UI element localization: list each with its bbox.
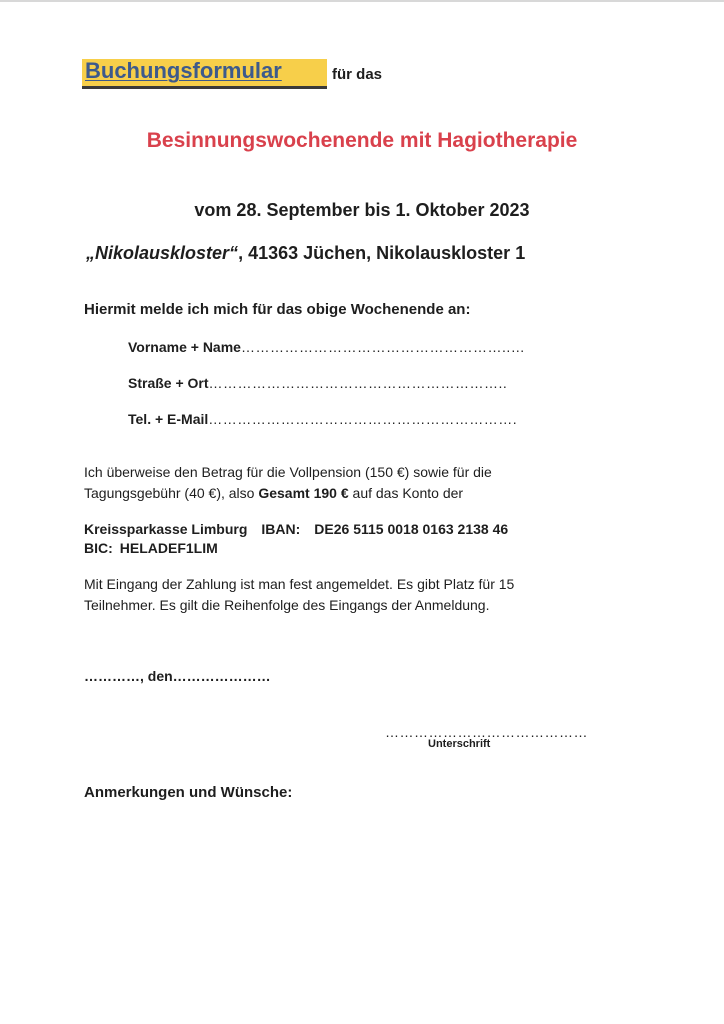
place-date-line[interactable]: …………, den………………… [84,668,271,684]
event-address: , 41363 Jüchen, Nikolauskloster 1 [238,243,526,263]
contact-field-label: Tel. + E-Mail [128,411,209,427]
event-venue: „Nikolauskloster“ [86,243,239,263]
address-field-label: Straße + Ort [128,375,209,391]
payment-text [84,462,492,504]
payment-line-1: Ich überweise den Betrag für die Vollpension (150 €) sowie für die [84,464,492,480]
form-title: Buchungsformular [85,58,282,83]
bank-details [84,520,508,558]
registration-intro: Hiermit melde ich mich für das obige Wochenende an: [84,301,471,318]
registration-info [84,574,514,616]
contact-field[interactable] [128,411,517,427]
bic-line [84,539,508,558]
iban-value: DE26 5115 0018 0163 2138 46 [314,521,509,537]
payment-total: Gesamt 190 € [258,485,349,501]
signature-label: Unterschrift [428,738,491,750]
iban-label: IBAN: [261,521,301,537]
bank-line [84,520,508,539]
contact-field-line[interactable]: ………………………………………………………. [208,411,518,427]
address-field-line[interactable]: …………………………………………………….. [208,375,508,391]
info-line-2: Teilnehmer. Es gilt die Reihenfolge des Eingangs der Anmeldung. [84,597,490,613]
signature-line[interactable]: …………………………………… [385,724,588,740]
event-location [86,243,525,264]
name-field[interactable] [128,339,525,355]
event-dates: vom 28. September bis 1. Oktober 2023 [194,200,530,220]
bic-value: HELADEF1LIM [119,540,218,556]
name-field-line[interactable]: ………………………………………………..… [240,339,526,355]
remarks-heading: Anmerkungen und Wünsche: [84,784,293,801]
event-name: Besinnungswochenende mit Hagiotherapie [146,129,578,152]
bank-name: Kreissparkasse Limburg [84,521,248,537]
address-field[interactable] [128,375,507,391]
form-title-suffix: für das [332,66,383,83]
info-line-1: Mit Eingang der Zahlung ist man fest angemeldet. Es gibt Platz für 15 [84,576,515,592]
bic-label: BIC: [84,540,113,556]
top-border [0,0,724,2]
payment-line-2: Tagungsgebühr (40 €), also Gesamt 190 € auf das Konto der [84,485,464,501]
name-field-label: Vorname + Name [128,339,241,355]
